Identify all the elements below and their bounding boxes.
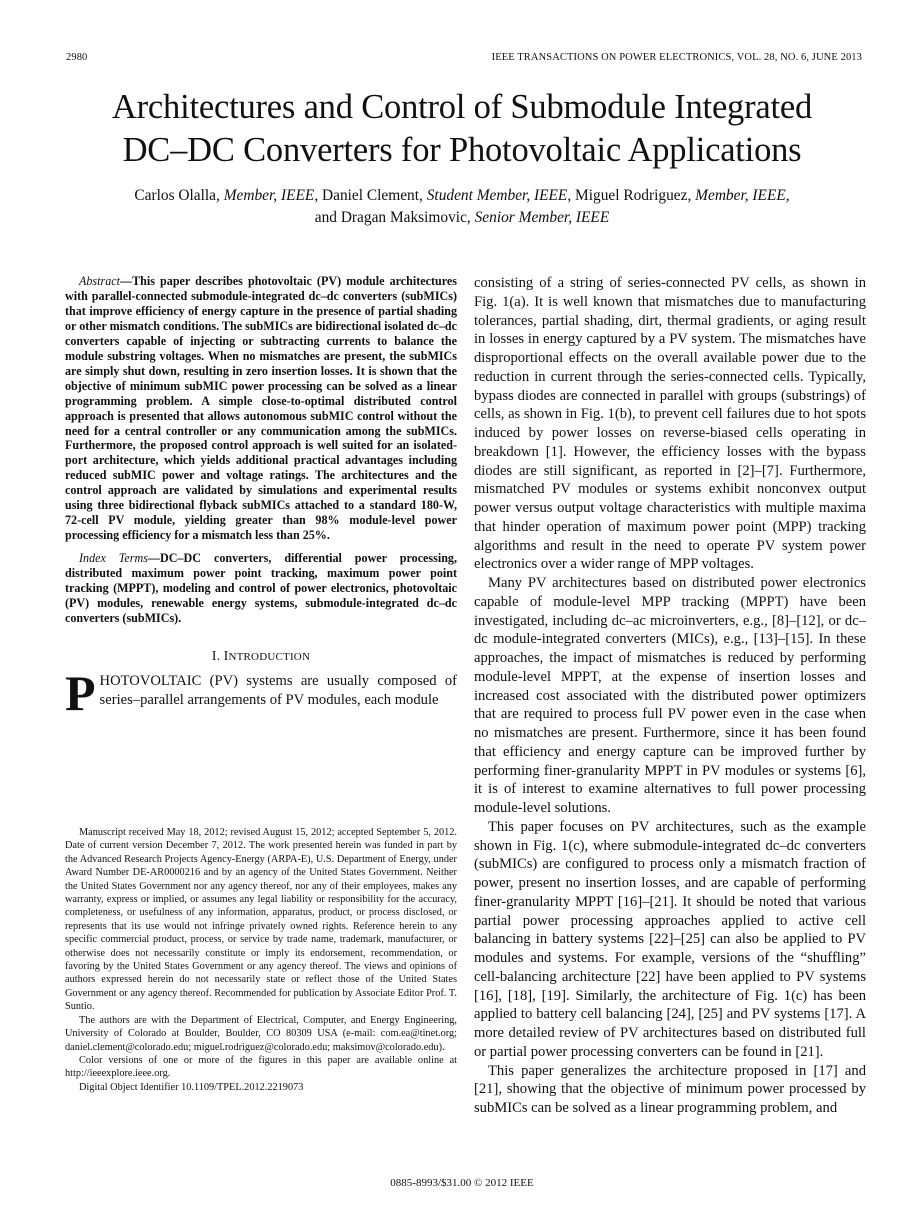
body-paragraph: consisting of a string of series-connected PV cells, as shown in Fig. 1(a). It is well known that mismatches due to manufacturing tolerances, partial shading, dirt, thermal gradients, or aging result in losses in energy captured by a PV system. The mismatches have disproportional effects on the overall available power due to the reduction in current through the series-connected cells. Typically, bypass diodes are connected in parallel with groups (substrings) of cells, as shown in Fig. 1(b), to prevent cell failures due to hot spots induced by power losses on reverse-biased cells operating in breakdown [1]. However, the efficiency losses with the bypass diodes are still significant, as reported in [2]–[7]. Furthermore, mismatched PV modules or systems exhibit nonconvex output power versus output voltage characteristics with multiple maxima that hinder operation of maximum power point (MPP) tracking algorithms and result in the need to operate PV system power electronics over a wider range of MPP voltages.	[474, 275, 866, 573]
left-column	[65, 274, 457, 721]
index-terms-label: Index Terms	[79, 551, 148, 566]
author-role: , Student Member, IEEE	[419, 187, 568, 204]
author-name: , Miguel Rodriguez	[567, 187, 688, 204]
author-role: , Senior Member, IEEE	[466, 209, 610, 226]
footnote	[65, 826, 457, 1094]
section-heading: I. INTRODUCTION	[211, 647, 311, 663]
author-name: , Daniel Clement	[314, 187, 420, 204]
intro-paragraph	[65, 664, 457, 721]
intro-text: HOTOVOLTAIC (PV) systems are usually composed of series–parallel arrangements of PV modules, each module	[99, 672, 457, 708]
author-line-2	[60, 207, 864, 229]
abstract	[65, 274, 457, 543]
body-paragraph: This paper focuses on PV architectures, such as the example shown in Fig. 1(c), where submodule-integrated dc–dc converters (subMICs) are configured to process only a mismatch fraction of power, present no insertion losses, and are capable of performing finer-granularity MPPT [16]–[21]. It should be noted that various partial power processing approaches applied to active cell balancing in battery systems [22]–[25] can also be applied to PV modules and systems. For example, versions of the “shuffling” cell-balancing architecture [22] have been applied to PV systems [16], [18], [19]. Similarly, the architecture of Fig. 1(c) has been applied to battery cell balancing [24], [25] and PV systems [17]. A more detailed review of PV architectures based on distributed full or partial power processing converters can be found in [21].	[474, 818, 866, 1060]
body-paragraph: Many PV architectures based on distributed power electronics capable of module-level MPP tracking (MPPT) have been investigated, including dc–ac microinverters, e.g., [8]–[12], or dc–dc module-integrated converters (MICs), e.g., [13]–[15]. In these approaches, the impact of mismatches is reduced by performing module-level MPPT, at the expense of insertion losses and increased cost associated with the distributed power optimizers that are required to process full PV power even in the case when no mismatches are present. Furthermore, since it has been found that efficiency and energy capture can be improved further by performing finer-granularity MPPT in PV modules or systems [6], it is of interest to examine alternatives to full power processing module-level solutions.	[474, 575, 866, 816]
footnote-color: Color versions of one or more of the figures in this paper are available online at http://ieeexplore.ieee.org.	[65, 1054, 457, 1080]
right-column	[474, 274, 866, 1118]
index-terms-text: —DC–DC converters, differential power processing, distributed maximum power point tracking, maximum power point tracking (MPPT), modeling and control of power electronics, photovoltaic (PV) modules, renewable energy systems, submodule-integrated dc–dc converters (subMICs).	[65, 551, 457, 625]
title-line-2: DC–DC Converters for Photovoltaic Applications	[122, 131, 802, 169]
footnote-doi: Digital Object Identifier 10.1109/TPEL.2012.2219073	[79, 1081, 304, 1093]
footnote-affiliation: The authors are with the Department of Electrical, Computer, and Energy Engineering, University of Colorado at Boulder, Boulder, CO 80309 USA (e-mail: com.ea@tinet.org; daniel.clement@colorado.edu; miguel.rodriguez@colorado.edu; maksimov@colorado.edu).	[65, 1014, 457, 1053]
page-number: 2980	[66, 52, 88, 63]
abstract-text: —This paper describes photovoltaic (PV) module architectures with parallel-connected submodule-integrated dc–dc converters (subMICs) that improve efficiency of energy capture in the presence of partial shading or other mismatch conditions. The subMICs are bidirectional isolated dc–dc converters capable of injecting or subtracting currents to balance the module substring voltages. When no mismatches are present, the subMICs are simply shut down, resulting in zero insertion losses. It is shown that the objective of minimum subMIC power processing can be solved as a linear programming problem. A simple close-to-optimal distributed control approach is presented that allows autonomous subMIC control without the need for a central controller or any communication among the subMICs. Furthermore, the proposed control approach is well suited for an isolated-port architecture, which yields additional practical advantages including reduced subMIC power and voltage ratings. The architectures and the control approach are validated by simulations and experimental results using three bidirectional flyback subMICs attached to a standard 180-W, 72-cell PV module, yielding greater than 98% module-level power processing efficiency for a mismatch less than 25%.	[65, 274, 457, 543]
author-role: , Member, IEEE	[216, 187, 315, 204]
author-role: , Member, IEEE,	[687, 187, 790, 204]
footnote-manuscript: Manuscript received May 18, 2012; revised August 15, 2012; accepted September 5, 2012. Date of current version December 7, 2012. The work presented herein was funded in part by the Advanced Research Projects Agency-Energy (ARPA-E), U.S. Department of Energy, under Award Number DE-AR0000216 and by an agency of the United States Government. Neither the United States Government nor any agency thereof, nor any of their employees, makes any warranty, express or implied, or assumes any legal liability or responsibility for the accuracy, completeness, or usefulness of any information, apparatus, product, or process disclosed, or represents that its use would not infringe privately owned rights. Reference herein to any specific commercial product, process, or service by trade name, trademark, manufacturer, or otherwise does not necessarily constitute or imply its endorsement, recommendation, or favoring by the United States Government or any agency thereof. The views and opinions of authors expressed herein do not necessarily state or reflect those of the United States Government or any agency thereof. Recommended for publication by Associate Editor Prof. T. Suntio.	[65, 827, 457, 1013]
copyright-footer: 0885-8993/$31.00 © 2012 IEEE	[390, 1177, 534, 1189]
abstract-label: Abstract	[79, 274, 120, 288]
index-terms	[65, 551, 457, 626]
journal-header: IEEE TRANSACTIONS ON POWER ELECTRONICS, VOL. 28, NO. 6, JUNE 2013	[491, 52, 862, 63]
author-name: and Dragan Maksimovic	[314, 209, 467, 226]
author-list	[60, 185, 864, 229]
body-paragraph: This paper generalizes the architecture proposed in [17] and [21], showing that the objective of minimum power processed by subMICs can be solved as a linear programming problem, and	[474, 1062, 866, 1116]
drop-cap: P	[65, 664, 96, 721]
author-name: Carlos Olalla	[134, 187, 217, 204]
paper-title	[40, 86, 884, 172]
author-line-1	[60, 185, 864, 207]
title-line-1: Architectures and Control of Submodule Integrated	[111, 88, 813, 126]
